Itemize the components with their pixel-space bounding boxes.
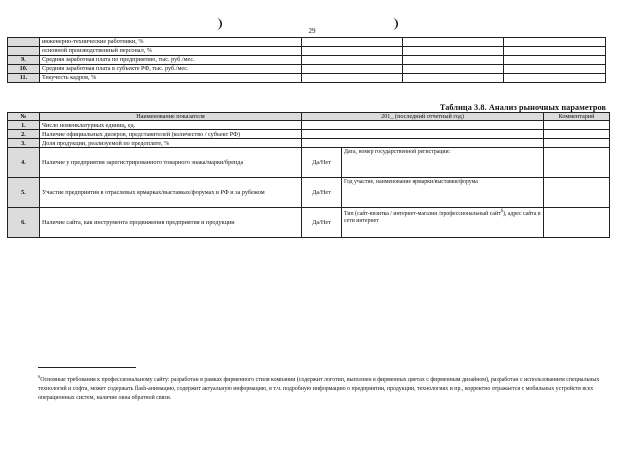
comment-cell[interactable] [544,130,610,139]
page-number: 29 [308,27,316,35]
row-label: Доля продукции, реализуемой по предоплате, % [40,139,302,148]
row-number: 11. [8,74,40,83]
footnote-marker: 6 [38,374,41,379]
row-label: Средняя заработная плата в субъекте РФ, тыс. руб./мес. [40,65,302,74]
value-cell[interactable] [302,65,403,74]
row-number [8,38,40,47]
value-cell[interactable] [302,56,403,65]
row-label: основной производственный персонал, % [40,47,302,56]
table-row [8,74,606,83]
table-caption: Таблица 3.8. Анализ рыночных параметров [439,103,606,112]
yes-no-field[interactable]: Да/Нет [302,178,342,208]
column-header-number: № [8,113,40,121]
row-label: Число номенклатурных единиц, ед. [40,121,302,130]
footnote-ref: 6 [500,209,503,215]
detail-field[interactable]: Год участие, наименование ярмарки/выставки/форума [342,178,544,208]
value-cell[interactable] [403,38,504,47]
footnote-text: Основные требования к профессиональному сайту: разработан в рамках фирменного стиля компании (содержит логотип, выполнен в фирменных цветах с фирменным дизайном), разработан с использованием специальных технологий и софта, может содержать flash-анимацию, содержит актуальную информацию, в т.ч. подробную информацию о предприятии, продукции, технологиях и пр., корректно отражается с мобильных устройств всех операционных систем, наличие окна обратной связи. [38,376,600,402]
detail-text-tail: ), адрес сайта в сети интернет [344,211,541,225]
row-label: Средняя заработная плата по предприятию, тыс. руб./мес. [40,56,302,65]
value-cell[interactable] [504,56,606,65]
value-cell[interactable] [302,47,403,56]
detail-field[interactable] [342,208,544,238]
detail-text: Тип (сайт-визитка / интернет-магазин /профессиональный сайт [344,211,501,218]
column-header-name: Наименование показателя [40,113,302,121]
value-cell[interactable] [403,74,504,83]
row-number: 3. [8,139,40,148]
table-row [8,139,610,148]
row-label: Наличие официальных дилеров, представителей (количество / субъект РФ) [40,130,302,139]
table-row [8,208,610,238]
value-cell[interactable] [302,130,544,139]
table-row [8,148,610,178]
row-number: 9. [8,56,40,65]
table-row [8,65,606,74]
detail-field[interactable]: Дата, номер государственной регистрации: [342,148,544,178]
table-row [8,130,610,139]
market-parameters-table [7,112,610,238]
yes-no-field[interactable]: Да/Нет [302,208,342,238]
table-row [8,56,606,65]
comment-cell[interactable] [544,148,610,178]
value-cell[interactable] [302,121,544,130]
comment-cell[interactable] [544,178,610,208]
row-label: инженерно-технические работники, % [40,38,302,47]
value-cell[interactable] [403,65,504,74]
crescent-moon-icon [212,17,226,31]
table-row [8,178,610,208]
comment-cell[interactable] [544,121,610,130]
row-number: 10. [8,65,40,74]
table-row [8,38,606,47]
value-cell[interactable] [504,74,606,83]
comment-cell[interactable] [544,208,610,238]
table-row [8,47,606,56]
yes-no-field[interactable]: Да/Нет [302,148,342,178]
value-cell[interactable] [504,47,606,56]
row-label: Наличие у предприятия зарегистрированного товарного знака/марки/бренда [40,148,302,178]
value-cell[interactable] [302,74,403,83]
row-number: 1. [8,121,40,130]
row-label: Участие предприятия в отраслевых ярмарках/выставках/форумах в РФ и за рубежом [40,178,302,208]
table-row [8,121,610,130]
value-cell[interactable] [504,65,606,74]
row-number: 4. [8,148,40,178]
value-cell[interactable] [504,38,606,47]
footnote [38,372,606,404]
column-header-period: 201_ (последний отчетный год) [302,113,544,121]
row-number: 5. [8,178,40,208]
value-cell[interactable] [403,56,504,65]
footnote-divider [38,367,136,368]
value-cell[interactable] [403,47,504,56]
row-label: Наличие сайта, как инструмента продвижения предприятия и продукции [40,208,302,238]
row-label: Текучесть кадров, % [40,74,302,83]
row-number [8,47,40,56]
value-cell[interactable] [302,139,544,148]
comment-cell[interactable] [544,139,610,148]
value-cell[interactable] [302,38,403,47]
staff-table [7,37,606,83]
row-number: 6. [8,208,40,238]
column-header-comment: Комментарий [544,113,610,121]
crescent-moon-icon [388,17,402,31]
table-header-row [8,113,610,121]
row-number: 2. [8,130,40,139]
